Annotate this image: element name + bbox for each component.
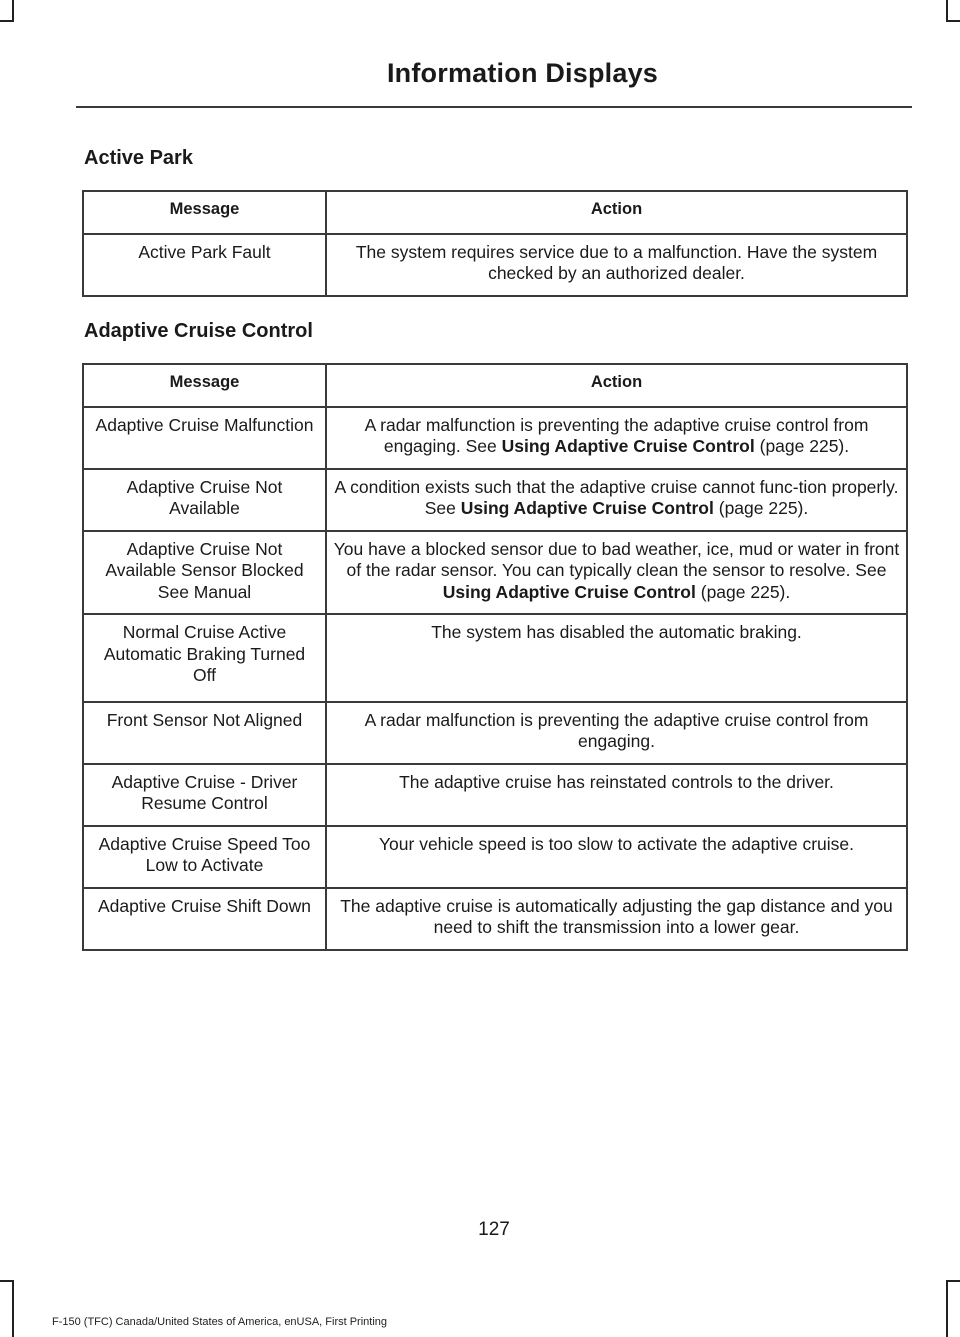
crop-mark-top-left <box>0 20 14 22</box>
column-header-message: Message <box>83 364 326 407</box>
crop-mark-bottom-left <box>0 1280 14 1282</box>
section-title-active-park: Active Park <box>84 147 193 169</box>
action-cell: A radar malfunction is preventing the adaptive cruise control from engaging. <box>326 702 907 764</box>
action-text: A condition exists such that the adaptive cruise cannot func-tion properly. See <box>334 476 899 518</box>
crop-mark-bottom-right <box>946 1280 948 1337</box>
action-cell <box>326 531 907 615</box>
cross-reference-link[interactable]: Using Adaptive Cruise Control <box>460 498 714 518</box>
table-row <box>83 469 907 531</box>
action-cell: The system requires service due to a malfunction. Have the system checked by an authorized dealer. <box>326 234 907 296</box>
action-text: You have a blocked sensor due to bad weather, ice, mud or water in front of the radar sensor. You can typically clean the sensor to resolve. See <box>333 538 900 580</box>
action-cell: Your vehicle speed is too slow to activate the adaptive cruise. <box>326 826 907 888</box>
cross-reference-link[interactable]: Using Adaptive Cruise Control <box>442 581 696 602</box>
message-cell: Adaptive Cruise Not Available <box>83 469 326 531</box>
table-row <box>83 531 907 615</box>
table-row <box>83 407 907 469</box>
message-cell: Adaptive Cruise Shift Down <box>83 888 326 950</box>
message-cell: Normal Cruise Active Automatic Braking Turned Off <box>83 614 326 702</box>
crop-mark-bottom-right <box>946 1280 960 1282</box>
column-header-action: Action <box>326 364 907 407</box>
page-number: 127 <box>478 1219 510 1240</box>
column-header-message: Message <box>83 191 326 234</box>
table-row <box>83 888 907 950</box>
message-cell: Adaptive Cruise Not Available Sensor Blocked See Manual <box>83 531 326 615</box>
message-cell: Front Sensor Not Aligned <box>83 702 326 764</box>
section-title-adaptive-cruise-control: Adaptive Cruise Control <box>84 320 313 342</box>
table-header-row <box>83 364 907 407</box>
crop-mark-top-right <box>946 20 960 22</box>
header-divider <box>76 106 912 108</box>
table-row <box>83 764 907 826</box>
action-cell: The adaptive cruise is automatically adjusting the gap distance and you need to shift the transmission into a lower gear. <box>326 888 907 950</box>
cross-reference-link[interactable]: Using Adaptive Cruise Control <box>501 436 755 456</box>
message-cell: Adaptive Cruise - Driver Resume Control <box>83 764 326 826</box>
table-header-row <box>83 191 907 234</box>
table-row <box>83 234 907 296</box>
message-cell: Adaptive Cruise Malfunction <box>83 407 326 469</box>
edition-footer: F-150 (TFC) Canada/United States of America, enUSA, First Printing <box>52 1316 388 1328</box>
page-header-title: Information Displays <box>386 58 658 88</box>
page-reference: (page 225). <box>754 436 850 456</box>
message-cell: Active Park Fault <box>83 234 326 296</box>
action-text: A radar malfunction is preventing the adaptive cruise control from engaging. See <box>364 414 869 456</box>
action-cell: The system has disabled the automatic braking. <box>326 614 907 702</box>
page-reference: (page 225). <box>713 498 809 518</box>
table-row <box>83 614 907 702</box>
crop-mark-top-left <box>12 0 14 22</box>
message-cell: Adaptive Cruise Speed Too Low to Activate <box>83 826 326 888</box>
table-row <box>83 826 907 888</box>
action-cell: The adaptive cruise has reinstated controls to the driver. <box>326 764 907 826</box>
table-row <box>83 702 907 764</box>
crop-mark-top-right <box>946 0 948 22</box>
column-header-action: Action <box>326 191 907 234</box>
action-cell <box>326 407 907 469</box>
action-cell <box>326 469 907 531</box>
crop-mark-bottom-left <box>12 1280 14 1337</box>
page-reference: (page 225). <box>695 581 791 602</box>
active-park-table <box>82 190 908 297</box>
adaptive-cruise-table <box>82 363 908 951</box>
